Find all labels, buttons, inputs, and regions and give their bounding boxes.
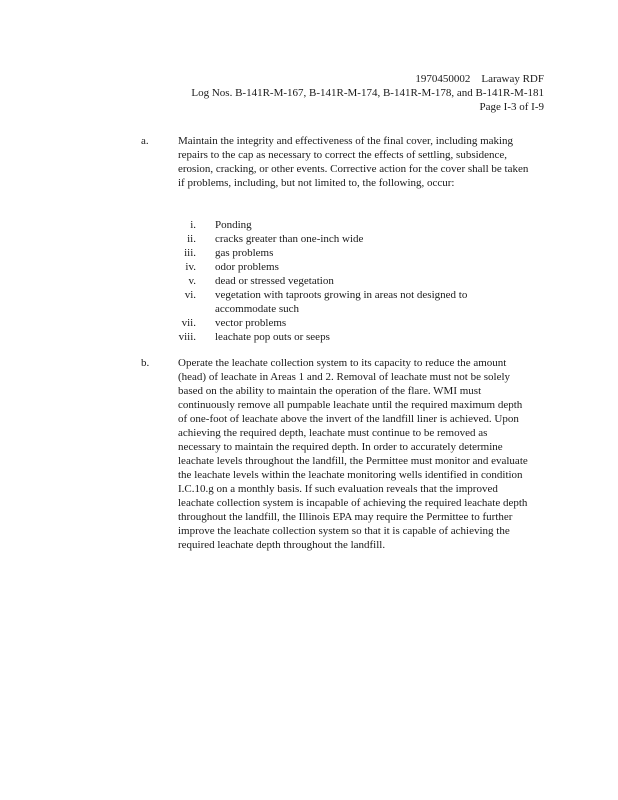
sublist-number: v. bbox=[188, 275, 196, 287]
sublist-item bbox=[171, 246, 511, 260]
sublist-item bbox=[171, 218, 511, 232]
sublist-number: viii. bbox=[178, 331, 196, 343]
sublist-item bbox=[171, 288, 511, 316]
sublist-item bbox=[171, 274, 511, 288]
sublist-text: vector problems bbox=[215, 317, 287, 329]
sublist-number: iv. bbox=[185, 261, 196, 273]
log-numbers-line: Log Nos. B-141R-M-167, B-141R-M-174, B-141R-M-178, and B-141R-M-181 bbox=[191, 87, 544, 99]
item-text-a: Maintain the integrity and effectiveness of the final cover, including making repairs to the cap as necessary to correct the effects of settling, subsidence, erosion, cracking, or other events. Corrective action for the cover shall be taken if problems, including, but not limited to, the following, occur: bbox=[178, 135, 529, 189]
sublist-text: Ponding bbox=[215, 219, 252, 231]
sublist-text: vegetation with taproots growing in areas not designed to accommodate such bbox=[215, 289, 468, 315]
sublist-number: vi. bbox=[184, 289, 196, 301]
sublist-item bbox=[171, 232, 511, 246]
permit-id-line: 1970450002 Laraway RDF bbox=[415, 73, 544, 85]
item-marker-a: a. bbox=[141, 135, 149, 147]
problem-sublist bbox=[171, 218, 511, 344]
sublist-item bbox=[171, 316, 511, 330]
sublist-text: cracks greater than one-inch wide bbox=[215, 233, 364, 245]
sublist-text: dead or stressed vegetation bbox=[215, 275, 334, 287]
sublist-text: odor problems bbox=[215, 261, 279, 273]
sublist-text: gas problems bbox=[215, 247, 274, 259]
sublist-number: ii. bbox=[187, 233, 196, 245]
sublist-number: vii. bbox=[181, 317, 196, 329]
item-text-b: Operate the leachate collection system to its capacity to reduce the amount (head) of leachate in Areas 1 and 2. Removal of leachate must not be solely based on the ability to maintain the operation of the flare. WMI must continuously remove all pumpable leachate until the required maximum depth of one-foot of leachate above the invert of the landfill liner is achieved. Upon achieving the required depth, leachate must continue to be removed as necessary to maintain the required depth. In order to accurately determine leachate levels throughout the landfill, the Permittee must monitor and evaluate the leachate levels within the leachate monitoring wells identified in condition I.C.10.g on a monthly basis. If such evaluation reveals that the improved leachate collection system is incapable of achieving the required leachate depth throughout the landfill, the Illinois EPA may require the Permittee to further improve the leachate collection system so that it is capable of achieving the required leachate depth throughout the landfill. bbox=[178, 357, 528, 551]
page-header bbox=[104, 72, 544, 114]
item-marker-b: b. bbox=[141, 357, 150, 369]
sublist-number: i. bbox=[190, 219, 196, 231]
sublist-item bbox=[171, 260, 511, 274]
sublist-number: iii. bbox=[184, 247, 196, 259]
sublist-text: leachate pop outs or seeps bbox=[215, 331, 330, 343]
page-number-line: Page I-3 of I-9 bbox=[479, 101, 544, 113]
sublist-item bbox=[171, 330, 511, 344]
